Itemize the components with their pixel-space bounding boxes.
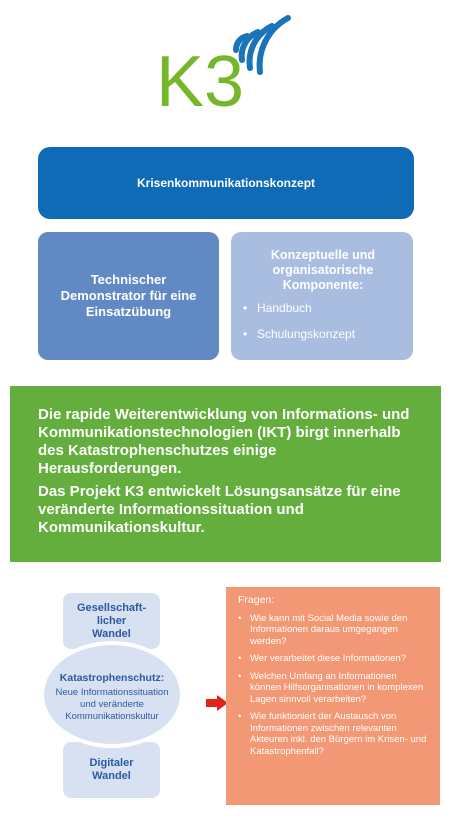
bullet-icon: • (243, 327, 248, 341)
concept-title: Krisenkommunikationskonzept (136, 176, 316, 190)
challenge-box (10, 386, 441, 562)
circle-title: Katastrophenschutz: (59, 672, 165, 684)
components-list (243, 301, 403, 341)
project-paragraph: Das Projekt K3 entwickelt Lösungsansätze für eine veränderte Informationssituation und Kommunikationskultur. (38, 483, 401, 536)
challenge-paragraph: Die rapide Weiterentwicklung von Informations- und Kommunikationstechnologien (IKT) birgt innerhalb des Katastrophenschutzes einige Herausforderungen. (38, 406, 410, 477)
digital-change-pill: Digitaler Wandel (63, 742, 160, 798)
circle-text: Neue Informationssituation und veränderte Kommunikationskultur (55, 687, 169, 722)
logo-text: K3 (156, 42, 245, 116)
k3-logo (150, 6, 300, 116)
bullet-icon: • (238, 612, 242, 624)
questions-box (226, 587, 440, 805)
demonstrator-box (38, 232, 219, 360)
list-item: • Wie kann mit Social Media sowie den Informationen daraus umgegangen werden? (238, 612, 408, 647)
list-item: • Handbuch (243, 301, 312, 315)
concept-bar (38, 147, 414, 219)
bullet-icon: • (238, 653, 242, 664)
list-item: • Welchen Umfang an Informationen können Hilfsorganisationen in komplexen Lagen sinnvoll verarbeiten? (238, 670, 424, 705)
list-item: • Wer verarbeitet diese Informationen? (238, 653, 407, 664)
list-item: • Wie funktioniert der Austausch von Informationen zwischen relevanten Akteuren inkl. den Bürgern im Krisen- und Katastrophenfall? (238, 711, 427, 757)
social-change-pill: Gesellschaft-licher Wandel (63, 593, 160, 649)
arrow-right-icon (206, 695, 228, 711)
components-title: Konzeptuelle und organisatorische Komponente: (270, 248, 376, 292)
bullet-icon: • (238, 711, 242, 722)
demonstrator-text: Technischer Demonstrator für eine Einsatzübung (60, 272, 197, 319)
questions-list (238, 613, 430, 758)
questions-title: Fragen: (238, 594, 275, 606)
list-item: • Schulungskonzept (243, 327, 356, 341)
components-box (231, 232, 413, 360)
bullet-icon: • (243, 301, 248, 315)
civil-protection-circle (40, 641, 184, 748)
bullet-icon: • (238, 670, 242, 682)
